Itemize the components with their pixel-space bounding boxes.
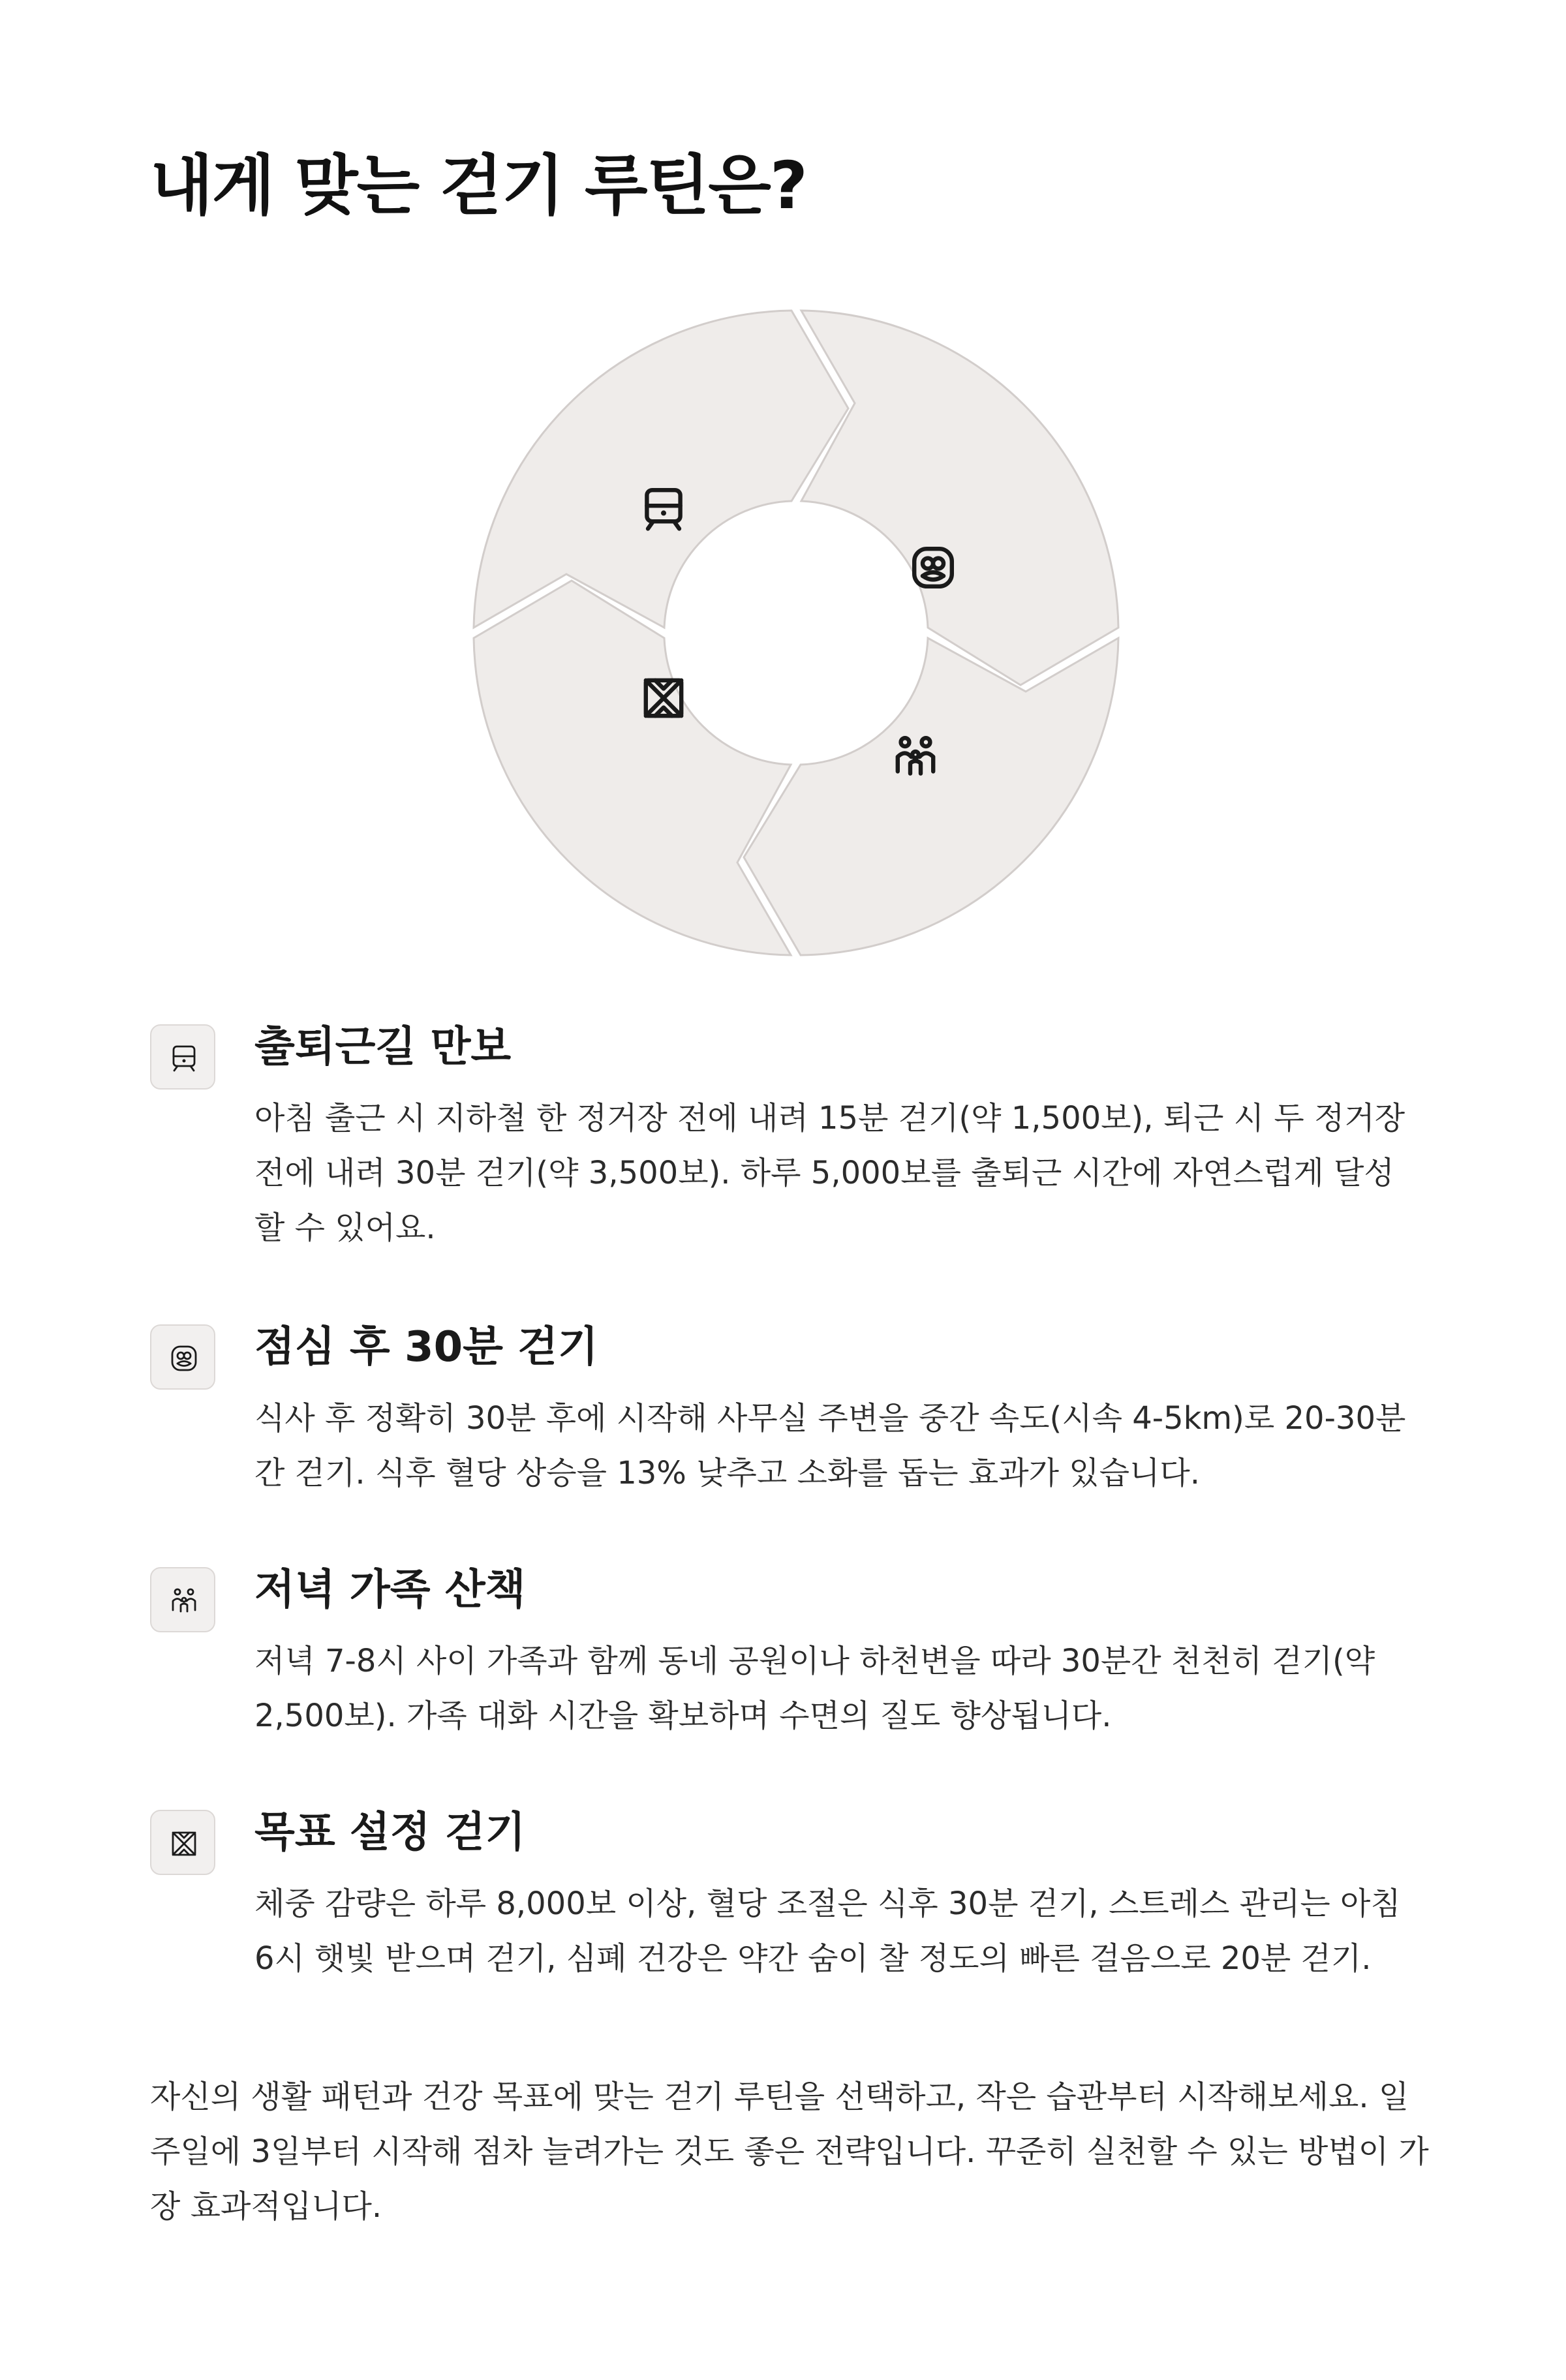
routine-badge-family [150, 1567, 215, 1632]
cycle-segment-commute [474, 311, 848, 628]
closing-paragraph: 자신의 생활 패턴과 건강 목표에 맞는 걷기 루틴을 선택하고, 작은 습관부터 시작해보세요. 일주일에 3일부터 시작해 점차 늘려가는 것도 좋은 전략입니다. 꾸준히 실천할 수 있는 방법이 가장 효과적입니다. [150, 2079, 1429, 2225]
routine-badge-goal [150, 1810, 215, 1875]
family-icon [164, 1581, 204, 1621]
routine-description: 체중 감량은 하루 8,000보 이상, 혈당 조절은 식후 30분 걷기, 스트레스 관리는 아침 6시 햇빛 받으며 걷기, 심폐 건강은 약간 숨이 찰 정도의 빠른 걸음으로 20분 걷기. [254, 1885, 1401, 1977]
routine-title: 출퇴근길 만보 [254, 1023, 512, 1071]
cycle-diagram-svg [450, 287, 1142, 979]
cycle-segment-goal [474, 581, 791, 955]
routine-title: 점심 후 30분 걷기 [254, 1323, 598, 1371]
cycle-segment-lunch [801, 311, 1118, 685]
lunch-icon [164, 1339, 204, 1378]
train-icon [164, 1039, 204, 1078]
page-title: 내게 맞는 걷기 루틴은? [150, 147, 806, 224]
target-icon [164, 1824, 204, 1863]
routine-badge-commute [150, 1024, 215, 1090]
routine-description: 식사 후 정확히 30분 후에 시작해 사무실 주변을 중간 속도(시속 4-5km)로 20-30분간 걷기. 식후 혈당 상승을 13% 낮추고 소화를 돕는 효과가 있습니다. [254, 1400, 1406, 1491]
routine-description: 아침 출근 시 지하철 한 정거장 전에 내려 15분 걷기(약 1,500보), 퇴근 시 두 정거장 전에 내려 30분 걷기(약 3,500보). 하루 5,000보를 출퇴근 시간에 자연스럽게 달성할 수 있어요. [254, 1100, 1405, 1246]
routine-description: 저녁 7-8시 사이 가족과 함께 동네 공원이나 하천변을 따라 30분간 천천히 걷기(약 2,500보). 가족 대화 시간을 확보하며 수면의 질도 향상됩니다. [254, 1643, 1375, 1734]
routine-title: 저녁 가족 산책 [254, 1566, 526, 1614]
routine-title: 목표 설정 걷기 [254, 1808, 526, 1857]
routine-badge-lunch [150, 1324, 215, 1390]
cycle-diagram [450, 287, 1142, 979]
cycle-segment-family [744, 638, 1118, 955]
